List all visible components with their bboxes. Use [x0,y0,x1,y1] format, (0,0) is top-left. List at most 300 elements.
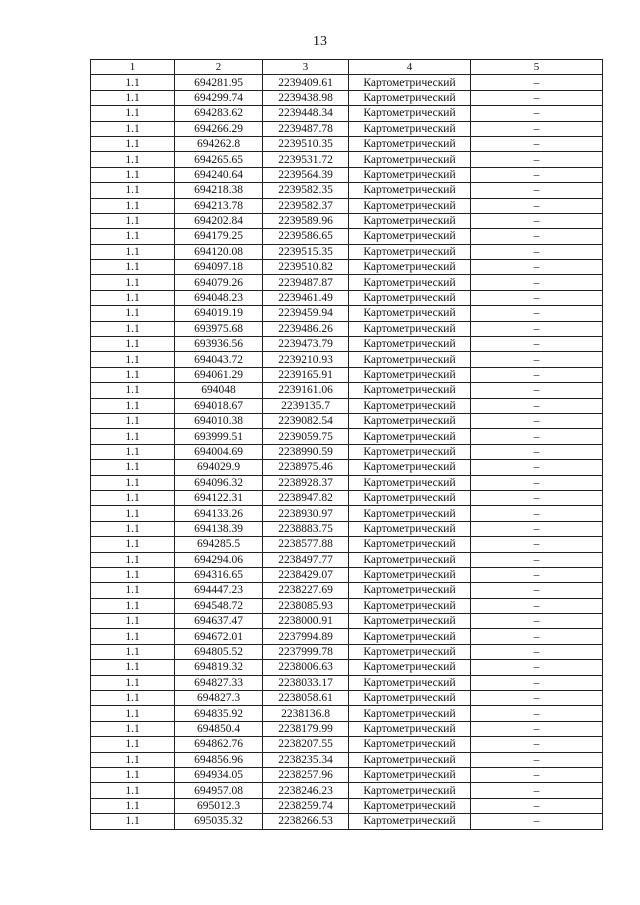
method-cell: Картометрический [349,567,471,582]
column-header-4: 4 [349,60,471,75]
table-row [91,537,603,552]
point-id-cell: 1.1 [91,629,175,644]
method-cell: Картометрический [349,198,471,213]
method-cell: Картометрический [349,552,471,567]
x-coordinate-cell: 694548.72 [175,598,263,613]
method-cell: Картометрический [349,398,471,413]
table-row [91,167,603,182]
method-cell: Картометрический [349,290,471,305]
note-cell: – [471,275,603,290]
table-header-row [91,60,603,75]
x-coordinate-cell: 693999.51 [175,429,263,444]
table-row [91,583,603,598]
method-cell: Картометрический [349,106,471,121]
point-id-cell: 1.1 [91,106,175,121]
point-id-cell: 1.1 [91,75,175,90]
point-id-cell: 1.1 [91,352,175,367]
y-coordinate-cell: 2239515.35 [263,244,349,259]
x-coordinate-cell: 694018.67 [175,398,263,413]
y-coordinate-cell: 2238975.46 [263,460,349,475]
table-row [91,490,603,505]
method-cell: Картометрический [349,644,471,659]
method-cell: Картометрический [349,167,471,182]
point-id-cell: 1.1 [91,767,175,782]
method-cell: Картометрический [349,767,471,782]
table-row [91,814,603,829]
point-id-cell: 1.1 [91,398,175,413]
method-cell: Картометрический [349,721,471,736]
note-cell: – [471,614,603,629]
method-cell: Картометрический [349,814,471,829]
note-cell: – [471,691,603,706]
table-row [91,213,603,228]
y-coordinate-cell: 2239438.98 [263,90,349,105]
x-coordinate-cell: 694835.92 [175,706,263,721]
point-id-cell: 1.1 [91,260,175,275]
note-cell: – [471,552,603,567]
y-coordinate-cell: 2239586.65 [263,229,349,244]
point-id-cell: 1.1 [91,275,175,290]
table-row [91,598,603,613]
y-coordinate-cell: 2237999.78 [263,644,349,659]
y-coordinate-cell: 2239510.82 [263,260,349,275]
note-cell: – [471,106,603,121]
note-cell: – [471,152,603,167]
x-coordinate-cell: 694819.32 [175,660,263,675]
table-body [91,75,603,829]
table-row [91,567,603,582]
table-row [91,629,603,644]
note-cell: – [471,598,603,613]
x-coordinate-cell: 694202.84 [175,213,263,228]
x-coordinate-cell: 694262.8 [175,136,263,151]
point-id-cell: 1.1 [91,614,175,629]
note-cell: – [471,767,603,782]
point-id-cell: 1.1 [91,583,175,598]
y-coordinate-cell: 2239487.87 [263,275,349,290]
y-coordinate-cell: 2238179.99 [263,721,349,736]
x-coordinate-cell: 694283.62 [175,106,263,121]
x-coordinate-cell: 694010.38 [175,413,263,428]
note-cell: – [471,675,603,690]
point-id-cell: 1.1 [91,337,175,352]
y-coordinate-cell: 2238883.75 [263,521,349,536]
x-coordinate-cell: 695012.3 [175,798,263,813]
method-cell: Картометрический [349,691,471,706]
table-row [91,475,603,490]
x-coordinate-cell: 694096.32 [175,475,263,490]
x-coordinate-cell: 694079.26 [175,275,263,290]
y-coordinate-cell: 2238207.55 [263,737,349,752]
note-cell: – [471,721,603,736]
x-coordinate-cell: 694120.08 [175,244,263,259]
method-cell: Картометрический [349,152,471,167]
point-id-cell: 1.1 [91,152,175,167]
note-cell: – [471,75,603,90]
note-cell: – [471,383,603,398]
y-coordinate-cell: 2239531.72 [263,152,349,167]
x-coordinate-cell: 694061.29 [175,367,263,382]
x-coordinate-cell: 694934.05 [175,767,263,782]
y-coordinate-cell: 2239473.79 [263,337,349,352]
point-id-cell: 1.1 [91,444,175,459]
table-row [91,383,603,398]
point-id-cell: 1.1 [91,506,175,521]
y-coordinate-cell: 2238497.77 [263,552,349,567]
table-row [91,737,603,752]
note-cell: – [471,183,603,198]
y-coordinate-cell: 2239486.26 [263,321,349,336]
x-coordinate-cell: 694856.96 [175,752,263,767]
method-cell: Картометрический [349,521,471,536]
point-id-cell: 1.1 [91,213,175,228]
x-coordinate-cell: 694218.38 [175,183,263,198]
table-row [91,321,603,336]
point-id-cell: 1.1 [91,752,175,767]
note-cell: – [471,198,603,213]
x-coordinate-cell: 693936.56 [175,337,263,352]
note-cell: – [471,352,603,367]
x-coordinate-cell: 694447.23 [175,583,263,598]
table-row [91,121,603,136]
note-cell: – [471,90,603,105]
method-cell: Картометрический [349,352,471,367]
point-id-cell: 1.1 [91,598,175,613]
note-cell: – [471,583,603,598]
note-cell: – [471,321,603,336]
point-id-cell: 1.1 [91,521,175,536]
y-coordinate-cell: 2238577.88 [263,537,349,552]
note-cell: – [471,814,603,829]
point-id-cell: 1.1 [91,814,175,829]
note-cell: – [471,752,603,767]
x-coordinate-cell: 695035.32 [175,814,263,829]
table-row [91,290,603,305]
x-coordinate-cell: 694122.31 [175,490,263,505]
y-coordinate-cell: 2238033.17 [263,675,349,690]
note-cell: – [471,644,603,659]
y-coordinate-cell: 2239082.54 [263,413,349,428]
method-cell: Картометрический [349,383,471,398]
point-id-cell: 1.1 [91,306,175,321]
method-cell: Картометрический [349,213,471,228]
method-cell: Картометрический [349,506,471,521]
point-id-cell: 1.1 [91,167,175,182]
table-row [91,352,603,367]
table-row [91,152,603,167]
note-cell: – [471,783,603,798]
y-coordinate-cell: 2239161.06 [263,383,349,398]
x-coordinate-cell: 694850.4 [175,721,263,736]
coordinates-table [90,59,603,830]
y-coordinate-cell: 2239582.35 [263,183,349,198]
y-coordinate-cell: 2238006.63 [263,660,349,675]
x-coordinate-cell: 694019.19 [175,306,263,321]
note-cell: – [471,337,603,352]
y-coordinate-cell: 2239409.61 [263,75,349,90]
y-coordinate-cell: 2239448.34 [263,106,349,121]
method-cell: Картометрический [349,798,471,813]
y-coordinate-cell: 2239059.75 [263,429,349,444]
y-coordinate-cell: 2238930.97 [263,506,349,521]
x-coordinate-cell: 694133.26 [175,506,263,521]
y-coordinate-cell: 2238000.91 [263,614,349,629]
method-cell: Картометрический [349,737,471,752]
table-row [91,75,603,90]
x-coordinate-cell: 694299.74 [175,90,263,105]
note-cell: – [471,567,603,582]
x-coordinate-cell: 694285.5 [175,537,263,552]
note-cell: – [471,706,603,721]
method-cell: Картометрический [349,614,471,629]
note-cell: – [471,398,603,413]
table-row [91,367,603,382]
method-cell: Картометрический [349,583,471,598]
y-coordinate-cell: 2238259.74 [263,798,349,813]
method-cell: Картометрический [349,475,471,490]
point-id-cell: 1.1 [91,537,175,552]
y-coordinate-cell: 2238085.93 [263,598,349,613]
table-row [91,614,603,629]
y-coordinate-cell: 2239510.35 [263,136,349,151]
x-coordinate-cell: 694004.69 [175,444,263,459]
x-coordinate-cell: 694029.9 [175,460,263,475]
column-header-5: 5 [471,60,603,75]
method-cell: Картометрический [349,598,471,613]
point-id-cell: 1.1 [91,567,175,582]
column-header-2: 2 [175,60,263,75]
table-row [91,752,603,767]
method-cell: Картометрический [349,337,471,352]
x-coordinate-cell: 694805.52 [175,644,263,659]
y-coordinate-cell: 2239459.94 [263,306,349,321]
point-id-cell: 1.1 [91,783,175,798]
note-cell: – [471,413,603,428]
point-id-cell: 1.1 [91,321,175,336]
method-cell: Картометрический [349,183,471,198]
table-row [91,337,603,352]
method-cell: Картометрический [349,275,471,290]
note-cell: – [471,429,603,444]
table-row [91,675,603,690]
y-coordinate-cell: 2237994.89 [263,629,349,644]
point-id-cell: 1.1 [91,90,175,105]
x-coordinate-cell: 694048.23 [175,290,263,305]
y-coordinate-cell: 2239589.96 [263,213,349,228]
method-cell: Картометрический [349,413,471,428]
y-coordinate-cell: 2238429.07 [263,567,349,582]
point-id-cell: 1.1 [91,383,175,398]
column-header-3: 3 [263,60,349,75]
x-coordinate-cell: 694827.33 [175,675,263,690]
y-coordinate-cell: 2238058.61 [263,691,349,706]
y-coordinate-cell: 2238257.96 [263,767,349,782]
table-row [91,398,603,413]
table-row [91,691,603,706]
table-row [91,521,603,536]
point-id-cell: 1.1 [91,183,175,198]
table-row [91,413,603,428]
note-cell: – [471,244,603,259]
table-row [91,767,603,782]
method-cell: Картометрический [349,660,471,675]
point-id-cell: 1.1 [91,675,175,690]
y-coordinate-cell: 2239135.7 [263,398,349,413]
x-coordinate-cell: 694281.95 [175,75,263,90]
method-cell: Картометрический [349,367,471,382]
method-cell: Картометрический [349,306,471,321]
x-coordinate-cell: 694265.65 [175,152,263,167]
y-coordinate-cell: 2238136.8 [263,706,349,721]
note-cell: – [471,537,603,552]
table-row [91,306,603,321]
note-cell: – [471,444,603,459]
y-coordinate-cell: 2238990.59 [263,444,349,459]
note-cell: – [471,260,603,275]
table-row [91,106,603,121]
table-row [91,444,603,459]
table-row [91,244,603,259]
point-id-cell: 1.1 [91,290,175,305]
table-row [91,644,603,659]
method-cell: Картометрический [349,752,471,767]
table-row [91,706,603,721]
x-coordinate-cell: 694179.25 [175,229,263,244]
note-cell: – [471,290,603,305]
y-coordinate-cell: 2238947.82 [263,490,349,505]
point-id-cell: 1.1 [91,706,175,721]
x-coordinate-cell: 694213.78 [175,198,263,213]
table-row [91,136,603,151]
method-cell: Картометрический [349,537,471,552]
note-cell: – [471,167,603,182]
note-cell: – [471,306,603,321]
y-coordinate-cell: 2239487.78 [263,121,349,136]
point-id-cell: 1.1 [91,460,175,475]
point-id-cell: 1.1 [91,229,175,244]
method-cell: Картометрический [349,260,471,275]
x-coordinate-cell: 694266.29 [175,121,263,136]
method-cell: Картометрический [349,90,471,105]
note-cell: – [471,521,603,536]
point-id-cell: 1.1 [91,413,175,428]
table-row [91,260,603,275]
x-coordinate-cell: 694048 [175,383,263,398]
note-cell: – [471,121,603,136]
method-cell: Картометрический [349,229,471,244]
point-id-cell: 1.1 [91,737,175,752]
point-id-cell: 1.1 [91,136,175,151]
y-coordinate-cell: 2238235.34 [263,752,349,767]
y-coordinate-cell: 2239210.93 [263,352,349,367]
y-coordinate-cell: 2239165.91 [263,367,349,382]
method-cell: Картометрический [349,429,471,444]
method-cell: Картометрический [349,460,471,475]
y-coordinate-cell: 2238246.23 [263,783,349,798]
x-coordinate-cell: 694097.18 [175,260,263,275]
point-id-cell: 1.1 [91,691,175,706]
x-coordinate-cell: 694862.76 [175,737,263,752]
point-id-cell: 1.1 [91,429,175,444]
point-id-cell: 1.1 [91,552,175,567]
note-cell: – [471,798,603,813]
method-cell: Картометрический [349,75,471,90]
page-number: 13 [313,34,327,49]
note-cell: – [471,460,603,475]
table-row [91,229,603,244]
column-header-1: 1 [91,60,175,75]
table-row [91,90,603,105]
note-cell: – [471,136,603,151]
table-row [91,429,603,444]
note-cell: – [471,367,603,382]
table-row [91,721,603,736]
table-row [91,798,603,813]
method-cell: Картометрический [349,706,471,721]
x-coordinate-cell: 694043.72 [175,352,263,367]
table-row [91,198,603,213]
x-coordinate-cell: 694827.3 [175,691,263,706]
table-row [91,275,603,290]
note-cell: – [471,475,603,490]
point-id-cell: 1.1 [91,660,175,675]
x-coordinate-cell: 694957.08 [175,783,263,798]
x-coordinate-cell: 694637.47 [175,614,263,629]
table-row [91,460,603,475]
method-cell: Картометрический [349,321,471,336]
point-id-cell: 1.1 [91,121,175,136]
note-cell: – [471,490,603,505]
x-coordinate-cell: 694316.65 [175,567,263,582]
note-cell: – [471,229,603,244]
method-cell: Картометрический [349,121,471,136]
method-cell: Картометрический [349,629,471,644]
y-coordinate-cell: 2239564.39 [263,167,349,182]
method-cell: Картометрический [349,783,471,798]
point-id-cell: 1.1 [91,644,175,659]
note-cell: – [471,629,603,644]
note-cell: – [471,506,603,521]
point-id-cell: 1.1 [91,367,175,382]
point-id-cell: 1.1 [91,798,175,813]
note-cell: – [471,213,603,228]
y-coordinate-cell: 2238266.53 [263,814,349,829]
method-cell: Картометрический [349,490,471,505]
y-coordinate-cell: 2238227.69 [263,583,349,598]
method-cell: Картометрический [349,244,471,259]
table-row [91,783,603,798]
table-row [91,506,603,521]
point-id-cell: 1.1 [91,244,175,259]
y-coordinate-cell: 2239461.49 [263,290,349,305]
note-cell: – [471,660,603,675]
y-coordinate-cell: 2238928.37 [263,475,349,490]
point-id-cell: 1.1 [91,198,175,213]
point-id-cell: 1.1 [91,721,175,736]
x-coordinate-cell: 694672.01 [175,629,263,644]
method-cell: Картометрический [349,675,471,690]
x-coordinate-cell: 694138.39 [175,521,263,536]
method-cell: Картометрический [349,136,471,151]
table-row [91,183,603,198]
point-id-cell: 1.1 [91,490,175,505]
table-row [91,660,603,675]
table-row [91,552,603,567]
y-coordinate-cell: 2239582.37 [263,198,349,213]
note-cell: – [471,737,603,752]
method-cell: Картометрический [349,444,471,459]
x-coordinate-cell: 693975.68 [175,321,263,336]
